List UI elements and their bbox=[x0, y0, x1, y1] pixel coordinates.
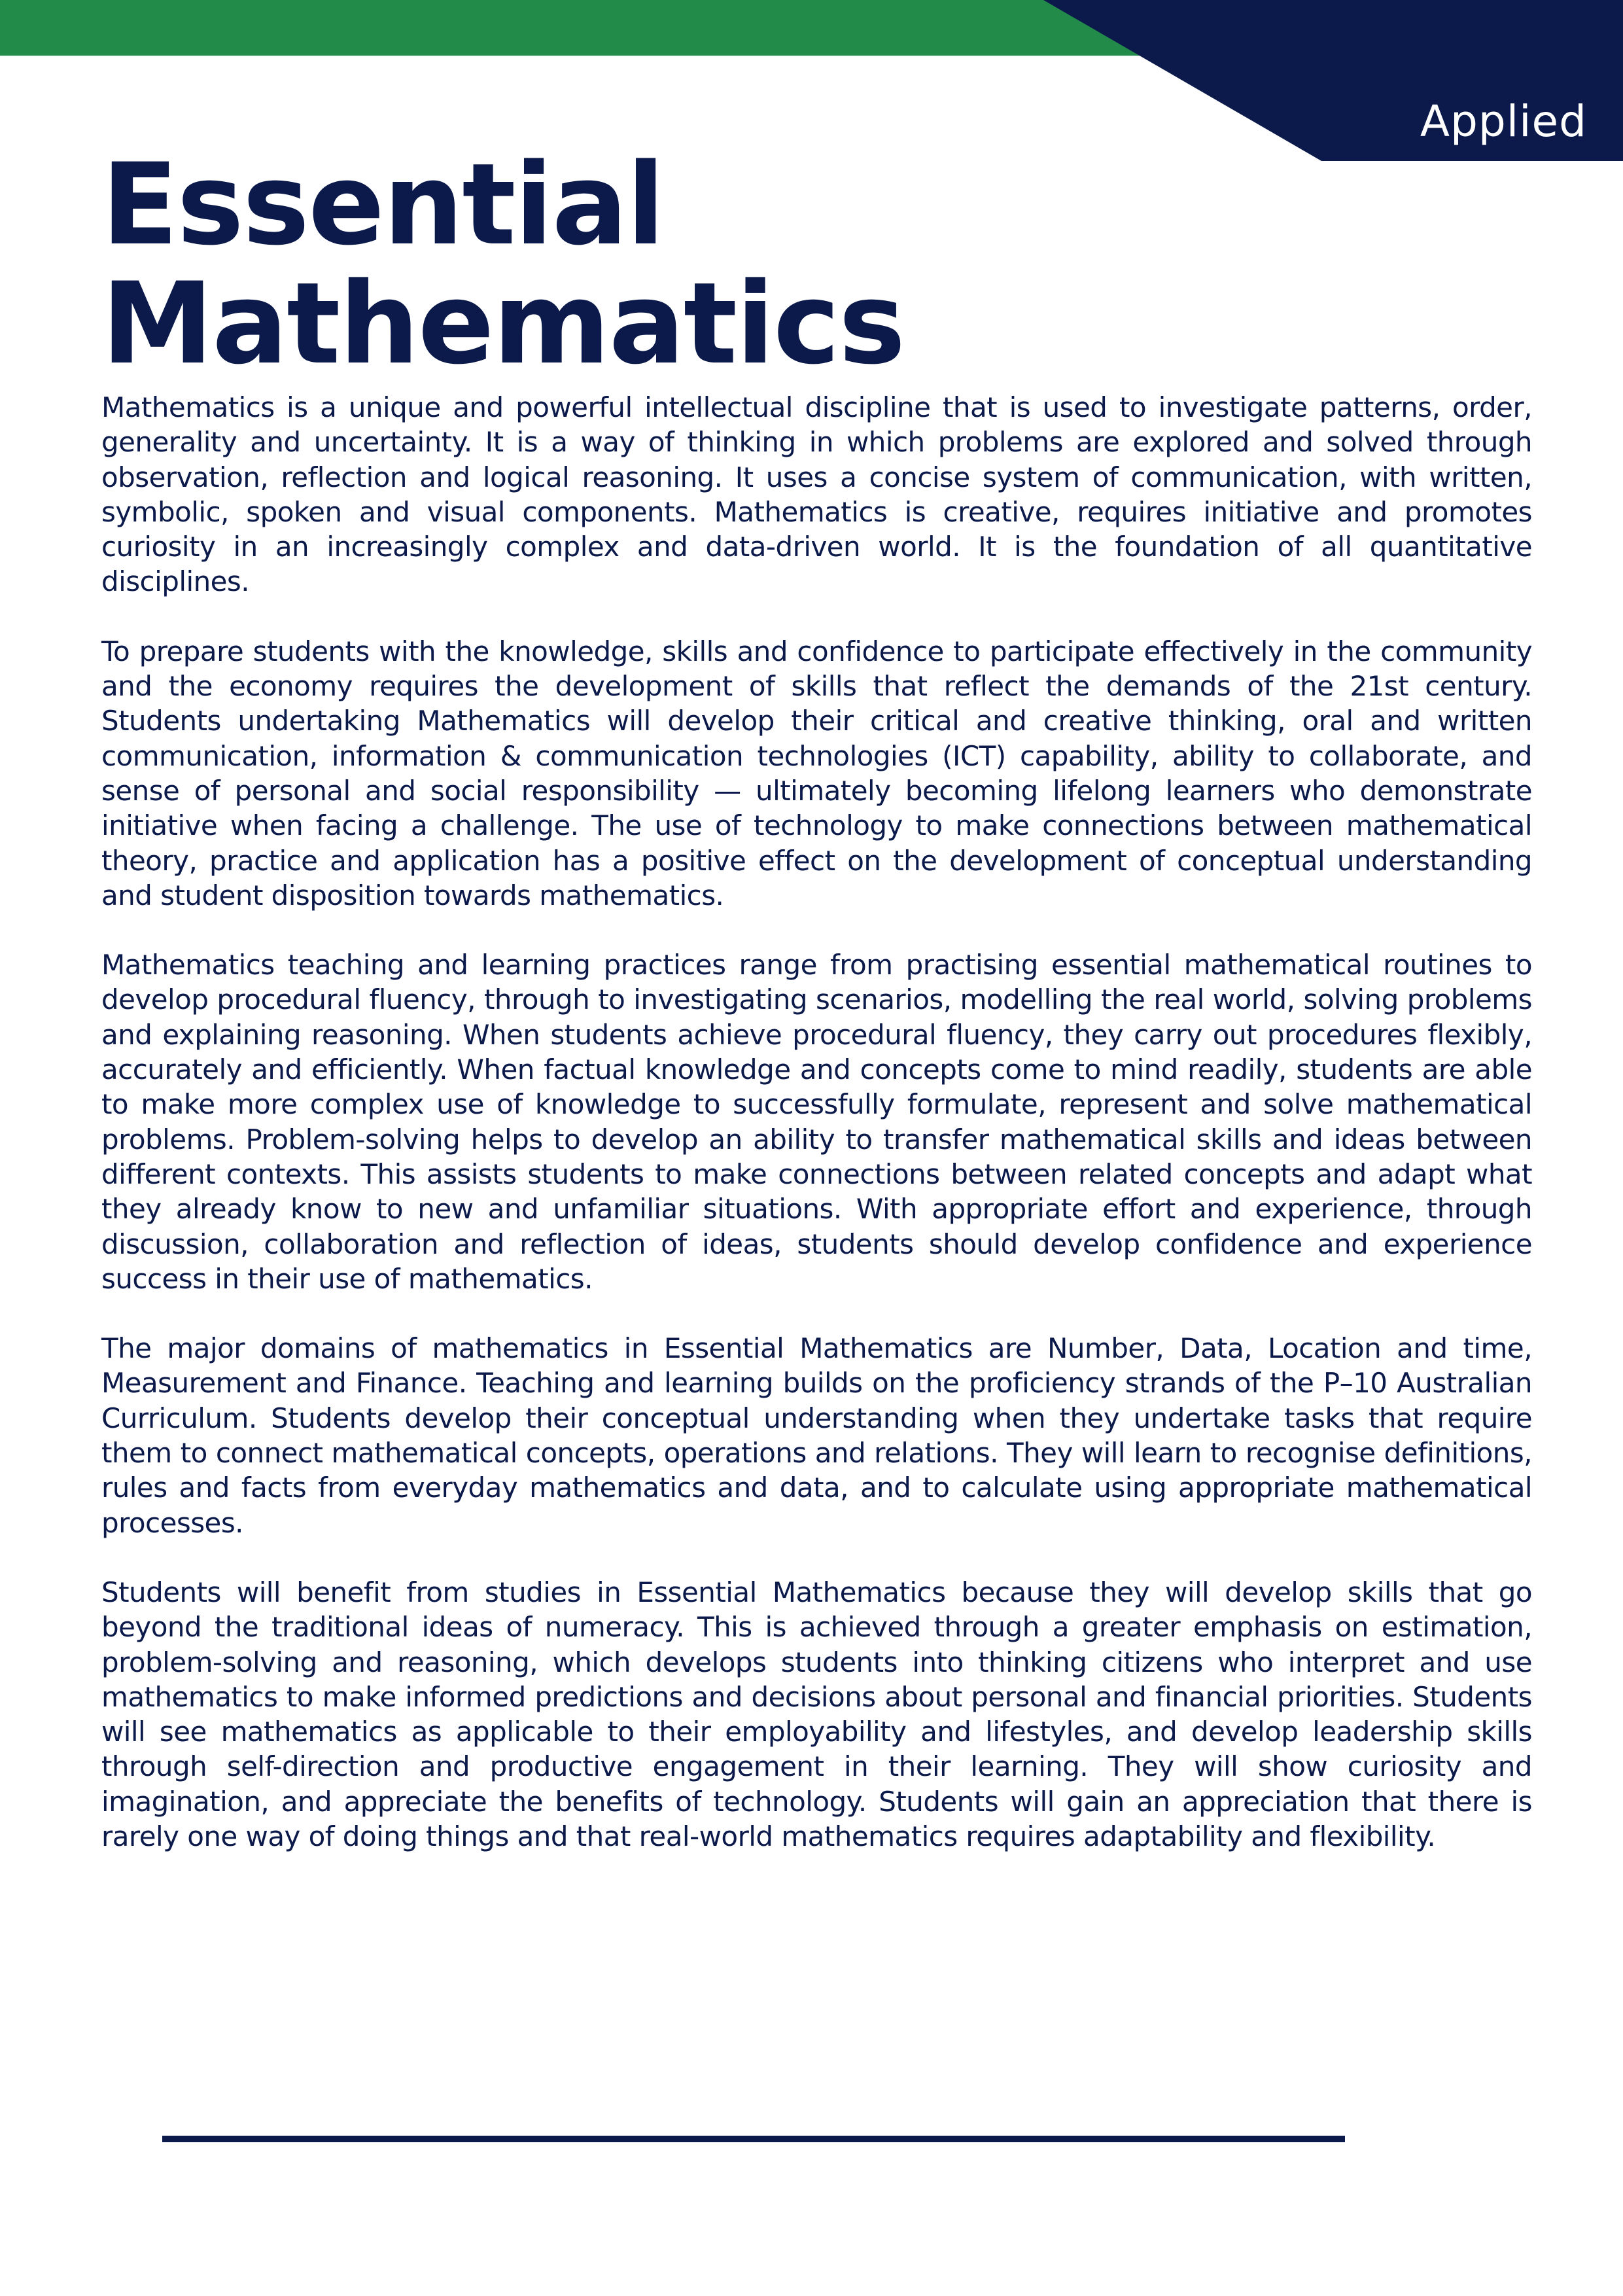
title-line-1: Essential bbox=[101, 139, 664, 270]
paragraph-1: Mathematics is a unique and powerful intellectual discipline that is used to investigate patterns, order, generality and uncertainty. It is a way of thinking in which problems are explored and solved through observation, reflection and logical reasoning. It uses a concise system of communication, with written, symbolic, spoken and visual components. Mathematics is creative, requires initiative and promotes curiosity in an increasingly complex and data-driven world. It is the foundation of all quantitative disciplines. bbox=[101, 391, 1532, 598]
body-text bbox=[101, 390, 1532, 1888]
paragraph-5: Students will benefit from studies in Essential Mathematics because they will develop skills that go beyond the traditional ideas of numeracy. This is achieved through a greater emphasis on estimation, problem-solving and reasoning, which develops students into thinking citizens who interpret and use mathematics to make informed predictions and decisions about personal and financial priorities. Students will see mathematics as applicable to their employability and lifestyles, and develop leadership skills through self-direction and productive engagement in their learning. They will show curiosity and imagination, and appreciate the benefits of technology. Students will gain an appreciation that there is rarely one way of doing things and that real-world mathematics requires adaptability and flexibility. bbox=[101, 1576, 1532, 1852]
green-band bbox=[0, 0, 1148, 56]
banner-label-applied: Applied bbox=[1420, 96, 1587, 147]
page-title bbox=[101, 139, 1083, 389]
paragraph-3: Mathematics teaching and learning practices range from practising essential mathematical routines to develop procedural fluency, through to investigating scenarios, modelling the real world, solving problems and explaining reasoning. When students achieve procedural fluency, they carry out procedures flexibly, accurately and efficiently. When factual knowledge and concepts come to mind readily, students are able to make more complex use of knowledge to successfully formulate, represent and solve mathematical problems. Problem-solving helps to develop an ability to transfer mathematical skills and ideas between different contexts. This assists students to make connections between related concepts and adapt what they already know to new and unfamiliar situations. With appropriate effort and experience, through discussion, collaboration and reflection of ideas, students should develop confidence and experience success in their use of mathematics. bbox=[101, 949, 1532, 1295]
footer-divider bbox=[162, 2136, 1345, 2142]
paragraph-2: To prepare students with the knowledge, skills and confidence to participate effectively in the community and the economy requires the development of skills that reflect the demands of the 21st century. Students undertaking Mathematics will develop their critical and creative thinking, oral and written communication, information & communication technologies (ICT) capability, ability to collaborate, and sense of personal and social responsibility — ultimately becoming lifelong learners who demonstrate initiative when facing a challenge. The use of technology to make connections between mathematical theory, practice and application has a positive effect on the development of conceptual understanding and student disposition towards mathematics. bbox=[101, 635, 1532, 911]
title-line-2: Mathematics bbox=[101, 258, 905, 389]
paragraph-4: The major domains of mathematics in Essential Mathematics are Number, Data, Location and time, Measurement and Finance. Teaching and learning builds on the proficiency strands of the P–10 Australian Curriculum. Students develop their conceptual understanding when they undertake tasks that require them to connect mathematical concepts, operations and relations. They will learn to recognise definitions, rules and facts from everyday mathematics and data, and to calculate using appropriate mathematical processes. bbox=[101, 1332, 1532, 1539]
